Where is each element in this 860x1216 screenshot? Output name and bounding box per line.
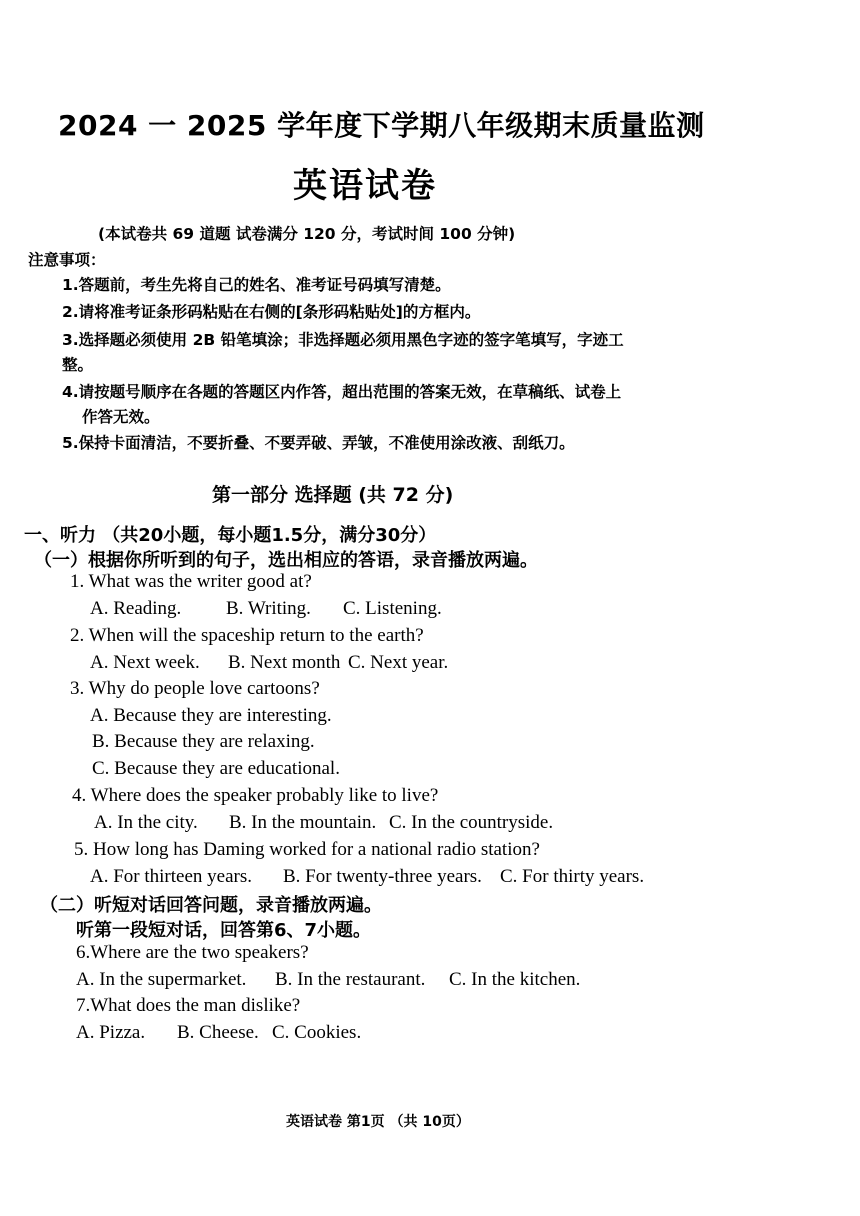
question: 6.Where are the two speakers? (76, 942, 309, 963)
option: A. In the supermarket. (76, 969, 247, 990)
question: 3. Why do people love cartoons? (70, 678, 320, 699)
option: C. Cookies. (272, 1022, 362, 1043)
section-heading: 一、听力 （共20小题，每小题1.5分，满分30分） (24, 525, 437, 546)
exam-info: (本试卷共 69 道题 试卷满分 120 分，考试时间 100 分钟) (98, 225, 516, 243)
note-item: 整。 (62, 356, 94, 374)
option: B. In the mountain. (229, 812, 377, 833)
option: A. For thirteen years. (90, 866, 252, 887)
option: B. In the restaurant. (275, 969, 426, 990)
option: B. Cheese. (177, 1022, 259, 1043)
note-item: 1.答题前，考生先将自己的姓名、准考证号码填写清楚。 (62, 276, 451, 294)
option: C. For thirty years. (500, 866, 645, 887)
exam-title: 2024 一 2025 学年度下学期八年级期末质量监测 (58, 109, 705, 142)
question: 4. Where does the speaker probably like to live? (72, 785, 439, 806)
option: A. Because they are interesting. (90, 705, 332, 726)
part-title: 第一部分 选择题 (共 72 分) (212, 484, 454, 506)
option: A. Next week. (90, 652, 200, 673)
page-footer: 英语试卷 第1页 （共 10页） (286, 1114, 470, 1130)
subsection-heading: （二）听短对话回答问题，录音播放两遍。 (40, 895, 382, 916)
option: A. Reading. (90, 598, 182, 619)
question: 7.What does the man dislike? (76, 995, 301, 1016)
notes-heading: 注意事项： (28, 251, 106, 269)
option: C. Because they are educational. (92, 758, 340, 779)
note-item: 3.选择题必须使用 2B 铅笔填涂；非选择题必须用黑色字迹的签字笔填写，字迹工 (62, 331, 624, 349)
note-item: 2.请将准考证条形码粘贴在右侧的[条形码粘贴处]的方框内。 (62, 303, 481, 321)
note-item: 作答无效。 (82, 408, 160, 426)
option: C. Next year. (348, 652, 449, 673)
question: 2. When will the spaceship return to the earth? (70, 625, 424, 646)
option: B. Next month (228, 652, 341, 673)
question: 1. What was the writer good at? (70, 571, 312, 592)
option: B. Writing. (226, 598, 311, 619)
subsection-note: 听第一段短对话，回答第6、7小题。 (76, 920, 372, 941)
option: C. Listening. (343, 598, 442, 619)
option: C. In the kitchen. (449, 969, 581, 990)
option: B. Because they are relaxing. (92, 731, 315, 752)
option: A. In the city. (94, 812, 198, 833)
exam-subtitle: 英语试卷 (293, 166, 437, 206)
note-item: 5.保持卡面清洁，不要折叠、不要弄破、弄皱，不准使用涂改液、刮纸刀。 (62, 434, 575, 452)
option: A. Pizza. (76, 1022, 146, 1043)
option: B. For twenty-three years. (283, 866, 482, 887)
subsection-heading: （一）根据你所听到的句子，选出相应的答语，录音播放两遍。 (34, 550, 538, 571)
note-item: 4.请按题号顺序在各题的答题区内作答，超出范围的答案无效，在草稿纸、试卷上 (62, 383, 622, 401)
option: C. In the countryside. (389, 812, 554, 833)
question: 5. How long has Daming worked for a national radio station? (74, 839, 540, 860)
